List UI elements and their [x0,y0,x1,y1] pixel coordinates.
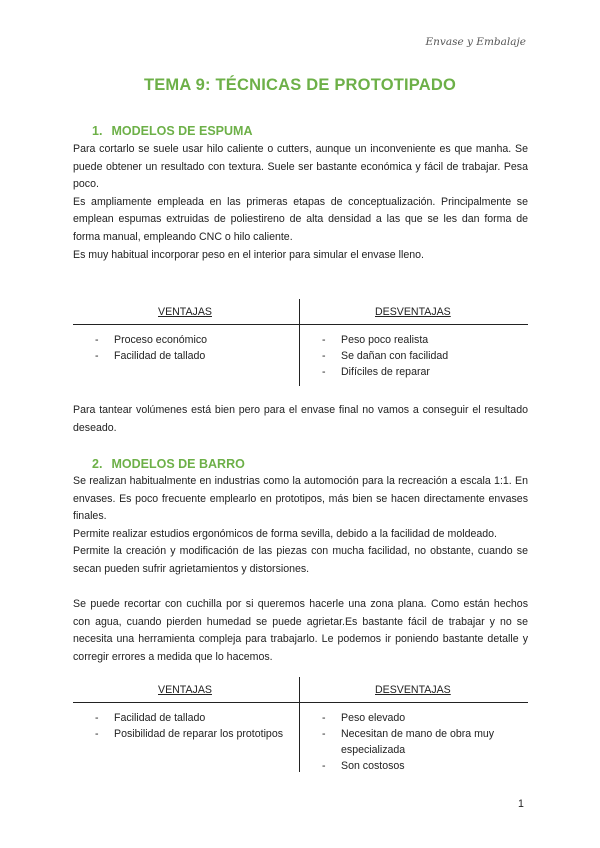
table-divider [73,324,528,325]
desventajas-list [322,332,522,380]
list-item: - Difíciles de reparar [322,364,522,380]
running-header: Envase y Embalaje [425,36,526,48]
section-title: MODELOS DE BARRO [111,457,245,471]
pros-cons-table-barro [73,680,528,772]
section-body-barro [73,473,528,579]
section-conclusion-espuma [73,402,528,437]
list-item: - Peso poco realista [322,332,522,348]
table-column-divider [299,299,300,386]
page-title: TEMA 9: TÉCNICAS DE PROTOTIPADO [143,76,457,94]
desventajas-header: DESVENTAJAS [375,684,451,696]
paragraph: Para tantear volúmenes está bien pero para el envase final no vamos a conseguir el resultado deseado. [73,404,528,434]
desventajas-list [322,710,512,774]
paragraph: Para cortarlo se suele usar hilo caliente o cutters, aunque un inconveniente es que manha. Se puede obtener un resultado con textura. Suele ser bastante económica y fácil de trabajar. Pesa poco. [73,143,528,191]
list-item: - Facilidad de tallado [95,348,295,364]
paragraph: Se puede recortar con cuchilla por si queremos hacerle una zona plana. Como están hechos con agua, cuando pierden humedad se puede agrietar.Es bastante fácil de trabajar y no se necesita una herramienta compleja para trabajarlo. Le podemos ir poniendo bastante detalle y corregir errores a medida que lo hacemos. [73,598,528,663]
list-item: - Necesitan de mano de obra muy especializada [322,726,512,758]
section-heading-espuma [92,124,252,138]
ventajas-header: VENTAJAS [158,306,212,318]
desventajas-header: DESVENTAJAS [375,306,451,318]
list-item: - Posibilidad de reparar los prototipos [95,726,305,742]
list-item: - Proceso económico [95,332,295,348]
list-item: - Se dañan con facilidad [322,348,522,364]
list-item: - Son costosos [322,758,512,774]
paragraph: Se realizan habitualmente en industrias como la automoción para la recreación a escala 1:1. En envases. Es poco frecuente emplearlo en prototipos, más bien se hacen directamente envases finales. [73,475,528,523]
section-number: 1. [92,124,103,138]
paragraph: Es muy habitual incorporar peso en el interior para simular el envase lleno. [73,248,424,261]
paragraph: Permite realizar estudios ergonómicos de forma sevilla, debido a la facilidad de moldeado. [73,527,497,540]
section-number: 2. [92,457,103,471]
page-number: 1 [518,798,524,810]
table-divider [73,702,528,703]
ventajas-list [95,332,295,364]
pros-cons-table-espuma [73,302,528,388]
list-item: - Peso elevado [322,710,512,726]
list-item: - Facilidad de tallado [95,710,305,726]
paragraph: Permite la creación y modificación de las piezas con mucha facilidad, no obstante, cuando se secan pueden sufrir agrietamientos y distorsiones. [73,545,528,575]
ventajas-header: VENTAJAS [158,684,212,696]
ventajas-list [95,710,305,742]
section-extra-barro [73,596,528,666]
section-title: MODELOS DE ESPUMA [111,124,253,138]
paragraph: Es ampliamente empleada en las primeras etapas de conceptualización. Principalmente se emplean espumas extruidas de poliestireno de alta densidad a las que se les dan forma de forma manual, empleando CNC o hilo caliente. [73,195,528,243]
section-heading-barro [92,457,245,471]
section-body-espuma [73,141,528,264]
